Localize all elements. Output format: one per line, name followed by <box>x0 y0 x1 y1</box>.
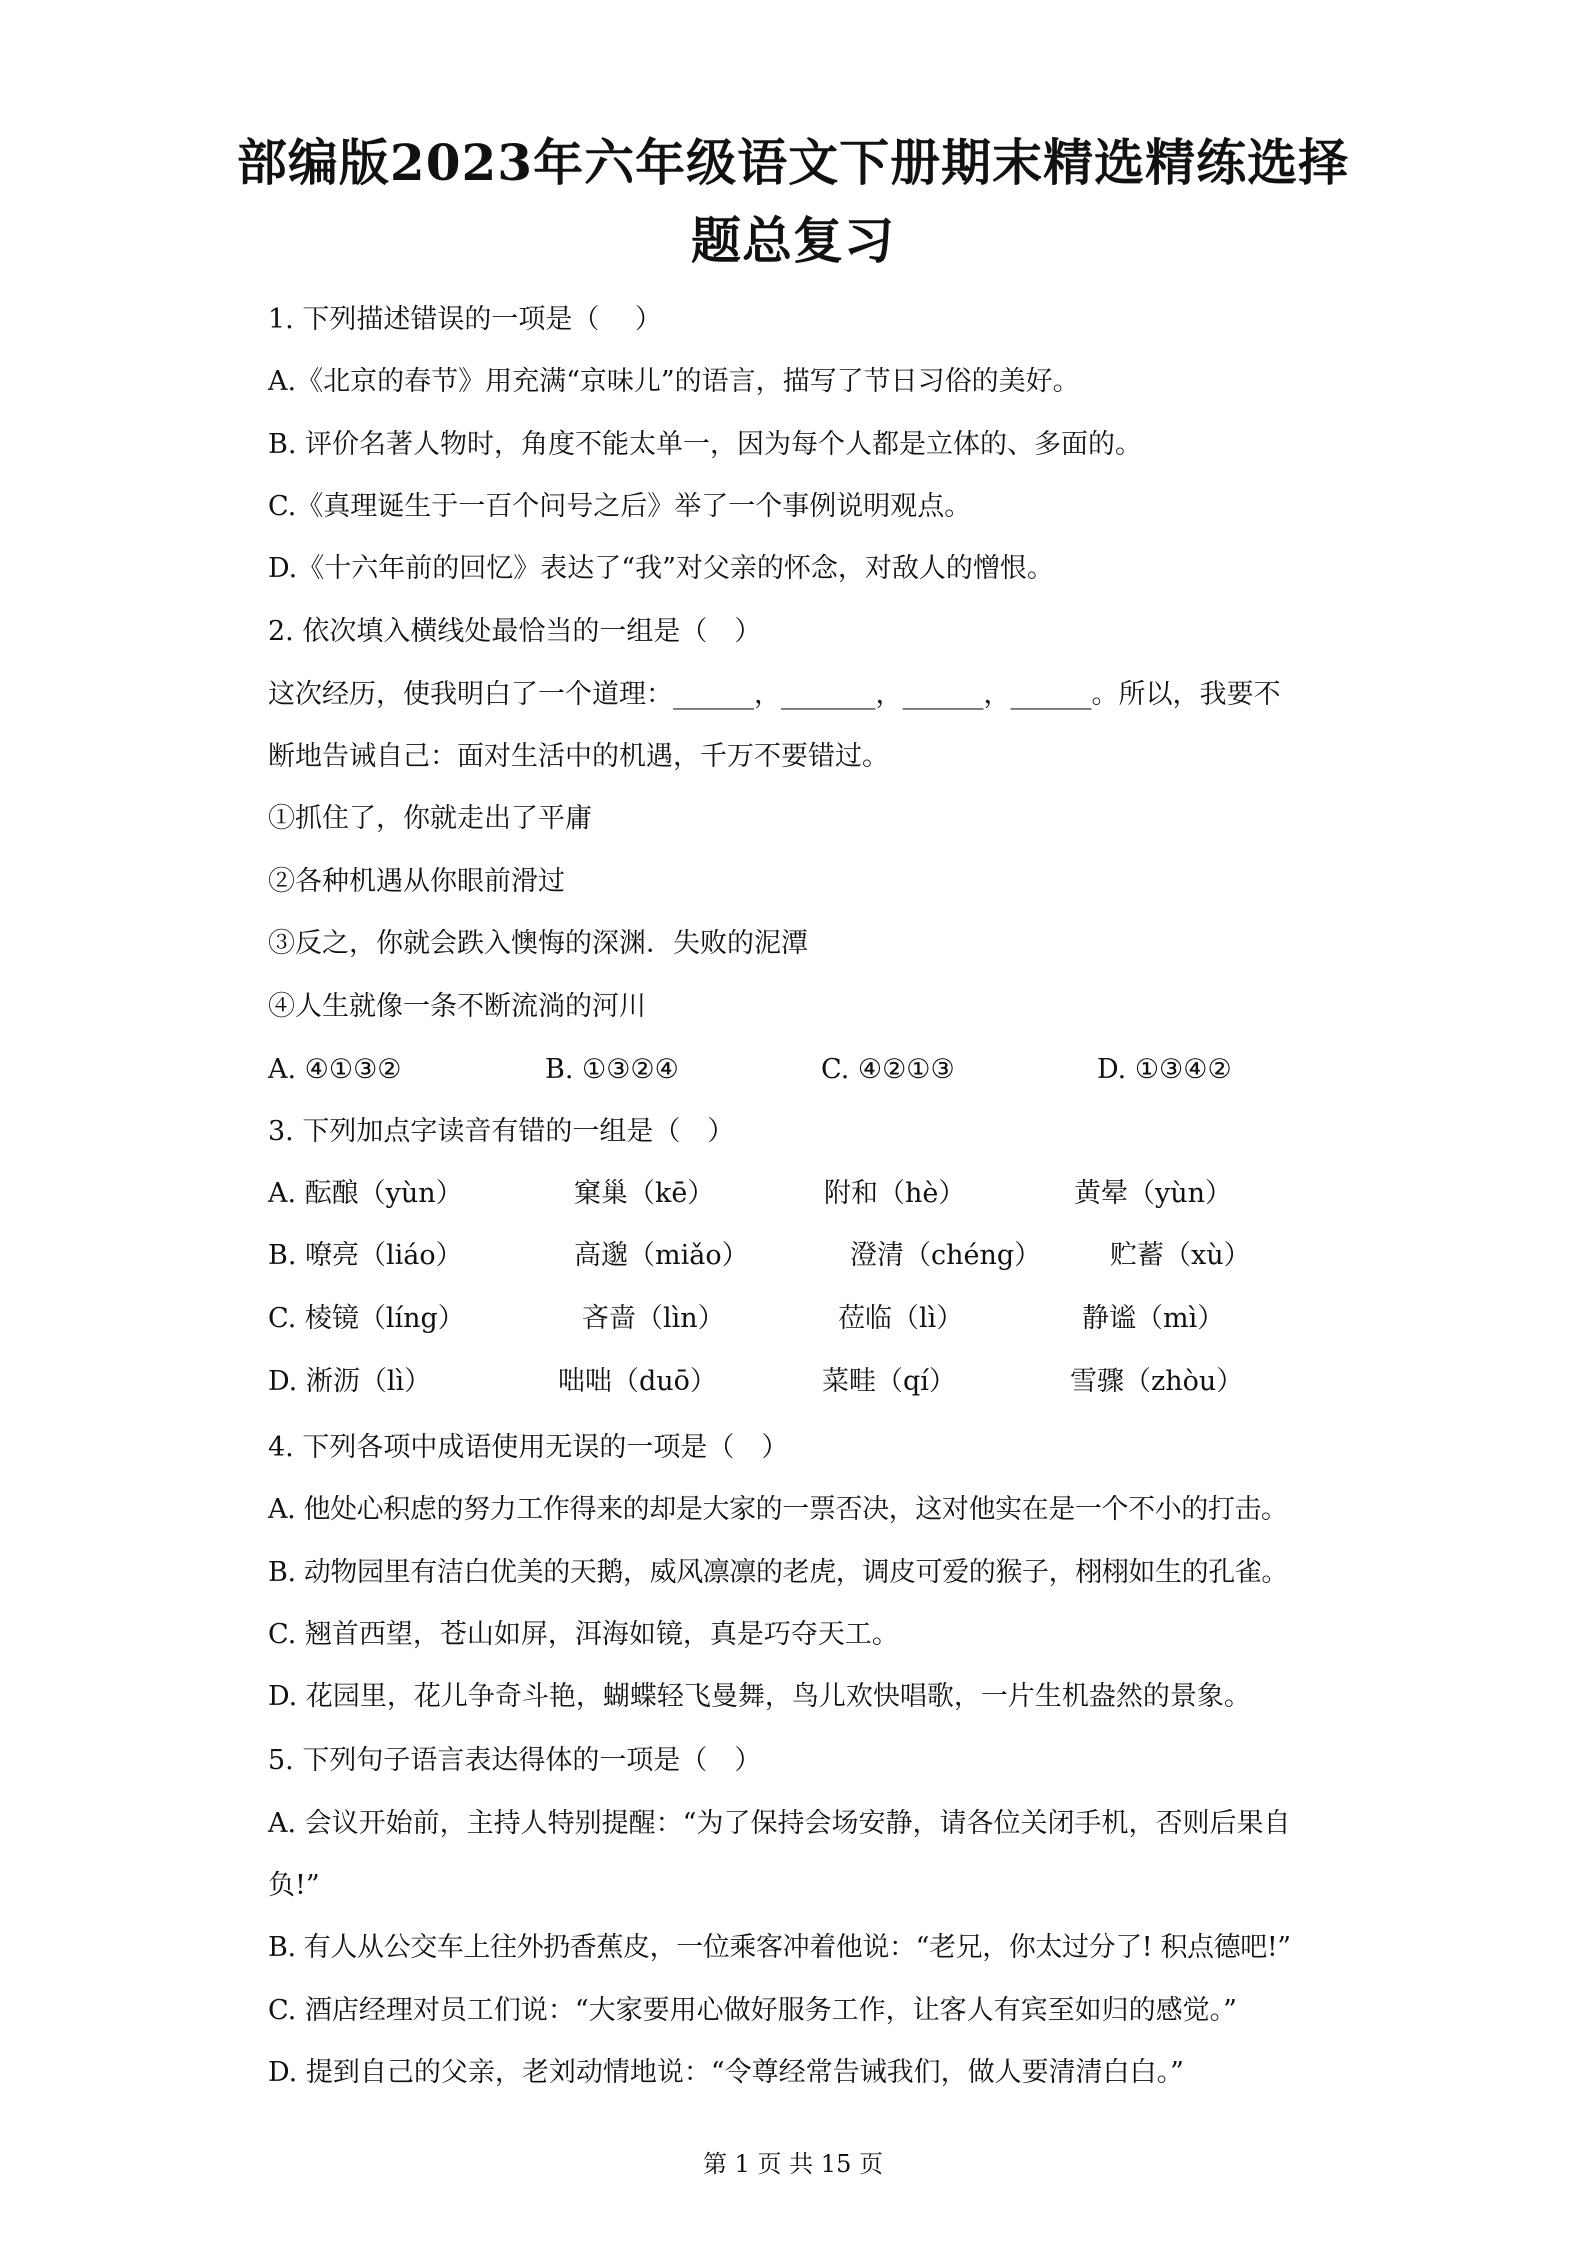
q4-option-d: D. 花园里，花儿争奇斗艳，蝴蝶轻飞曼舞，鸟儿欢快唱歌，一片生机盎然的景象。 <box>268 1681 1251 1712</box>
q5-option-a-line-2: 负!” <box>268 1870 320 1901</box>
q2-sentence-1: ①抓住了，你就走出了平庸 <box>268 803 592 834</box>
q5-option-c: C. 酒店经理对员工们说：“大家要用心做好服务工作，让客人有宾至如归的感觉。” <box>268 1995 1237 2026</box>
q5-option-b: B. 有人从公交车上往外扔香蕉皮，一位乘客冲着他说：“老兄，你太过分了! 积点德吧!” <box>268 1932 1291 1963</box>
q3-a-item-1: A. 酝酿（yùn） <box>268 1178 463 1209</box>
q2-stem: 2. 依次填入横线处最恰当的一组是（ ） <box>268 616 762 647</box>
page-footer: 第 1 页 共 15 页 <box>703 2150 883 2178</box>
q1-option-d: D.《十六年前的回忆》表达了“我”对父亲的怀念，对敌人的憎恨。 <box>268 553 1054 584</box>
q3-c-item-4: 静谧（mì） <box>1082 1303 1225 1334</box>
q2-sentence-4: ④人生就像一条不断流淌的河川 <box>268 991 646 1022</box>
q3-d-item-1: D. 淅沥（lì） <box>268 1366 432 1397</box>
q2-option-a: A. ④①③② <box>268 1054 402 1085</box>
q2-option-d: D. ①③④② <box>1097 1054 1232 1085</box>
q3-b-item-3: 澄清（chéng） <box>850 1240 1042 1271</box>
q4-option-b: B. 动物园里有洁白优美的天鹅，威风凛凛的老虎，调皮可爱的猴子，栩栩如生的孔雀。 <box>268 1557 1289 1588</box>
q3-c-item-2: 吝啬（lìn） <box>582 1303 725 1334</box>
q3-c-item-3: 莅临（lì） <box>838 1303 964 1334</box>
q5-option-d: D. 提到自己的父亲，老刘动情地说：“令尊经常告诫我们，做人要清清白白。” <box>268 2057 1184 2088</box>
q5-stem: 5. 下列句子语言表达得体的一项是（ ） <box>268 1745 762 1776</box>
q3-stem: 3. 下列加点字读音有错的一组是（ ） <box>268 1116 735 1147</box>
q3-b-item-1: B. 嘹亮（liáo） <box>268 1240 463 1271</box>
q3-d-item-2: 咄咄（duō） <box>558 1366 717 1397</box>
q3-d-item-3: 菜畦（qí） <box>822 1366 956 1397</box>
q1-option-a: A.《北京的春节》用充满“京味儿”的语言，描写了节日习俗的美好。 <box>268 366 1080 397</box>
q3-a-item-3: 附和（hè） <box>824 1178 966 1209</box>
q2-option-b: B. ①③②④ <box>545 1054 679 1085</box>
q2-passage-line-2: 断地告诫自己：面对生活中的机遇，千万不要错过。 <box>268 741 889 772</box>
q3-b-item-4: 贮蓄（xù） <box>1110 1240 1251 1271</box>
q4-stem: 4. 下列各项中成语使用无误的一项是（ ） <box>268 1432 789 1463</box>
q3-a-item-2: 窠巢（kē） <box>574 1178 715 1209</box>
q1-stem: 1. 下列描述错误的一项是（ ） <box>268 304 662 335</box>
q3-d-item-4: 雪骤（zhòu） <box>1070 1366 1244 1397</box>
document-title-line-2: 题总复习 <box>691 211 895 270</box>
q3-c-item-1: C. 棱镜（líng） <box>268 1303 465 1334</box>
q3-a-item-4: 黄晕（yùn） <box>1074 1178 1233 1209</box>
q4-option-a: A. 他处心积虑的努力工作得来的却是大家的一票否决，这对他实在是一个不小的打击。 <box>268 1494 1288 1525</box>
q2-sentence-2: ②各种机遇从你眼前滑过 <box>268 866 565 897</box>
q2-option-c: C. ④②①③ <box>821 1054 955 1085</box>
q1-option-c: C.《真理诞生于一百个问号之后》举了一个事例说明观点。 <box>268 491 972 522</box>
q1-option-b: B. 评价名著人物时，角度不能太单一，因为每个人都是立体的、多面的。 <box>268 429 1143 460</box>
q5-option-a-line-1: A. 会议开始前，主持人特别提醒：“为了保持会场安静，请各位关闭手机，否则后果自 <box>268 1808 1291 1839</box>
q4-option-c: C. 翘首西望，苍山如屏，洱海如镜，真是巧夺天工。 <box>268 1619 899 1650</box>
q2-sentence-3: ③反之，你就会跌入懊悔的深渊．失败的泥潭 <box>268 928 808 959</box>
document-title-line-1: 部编版2023年六年级语文下册期末精选精练选择 <box>236 133 1350 192</box>
q2-passage-line-1: 这次经历，使我明白了一个道理：______，_______，______，______。所以，我要不 <box>268 679 1281 710</box>
q3-b-item-2: 高邈（miǎo） <box>574 1240 749 1271</box>
